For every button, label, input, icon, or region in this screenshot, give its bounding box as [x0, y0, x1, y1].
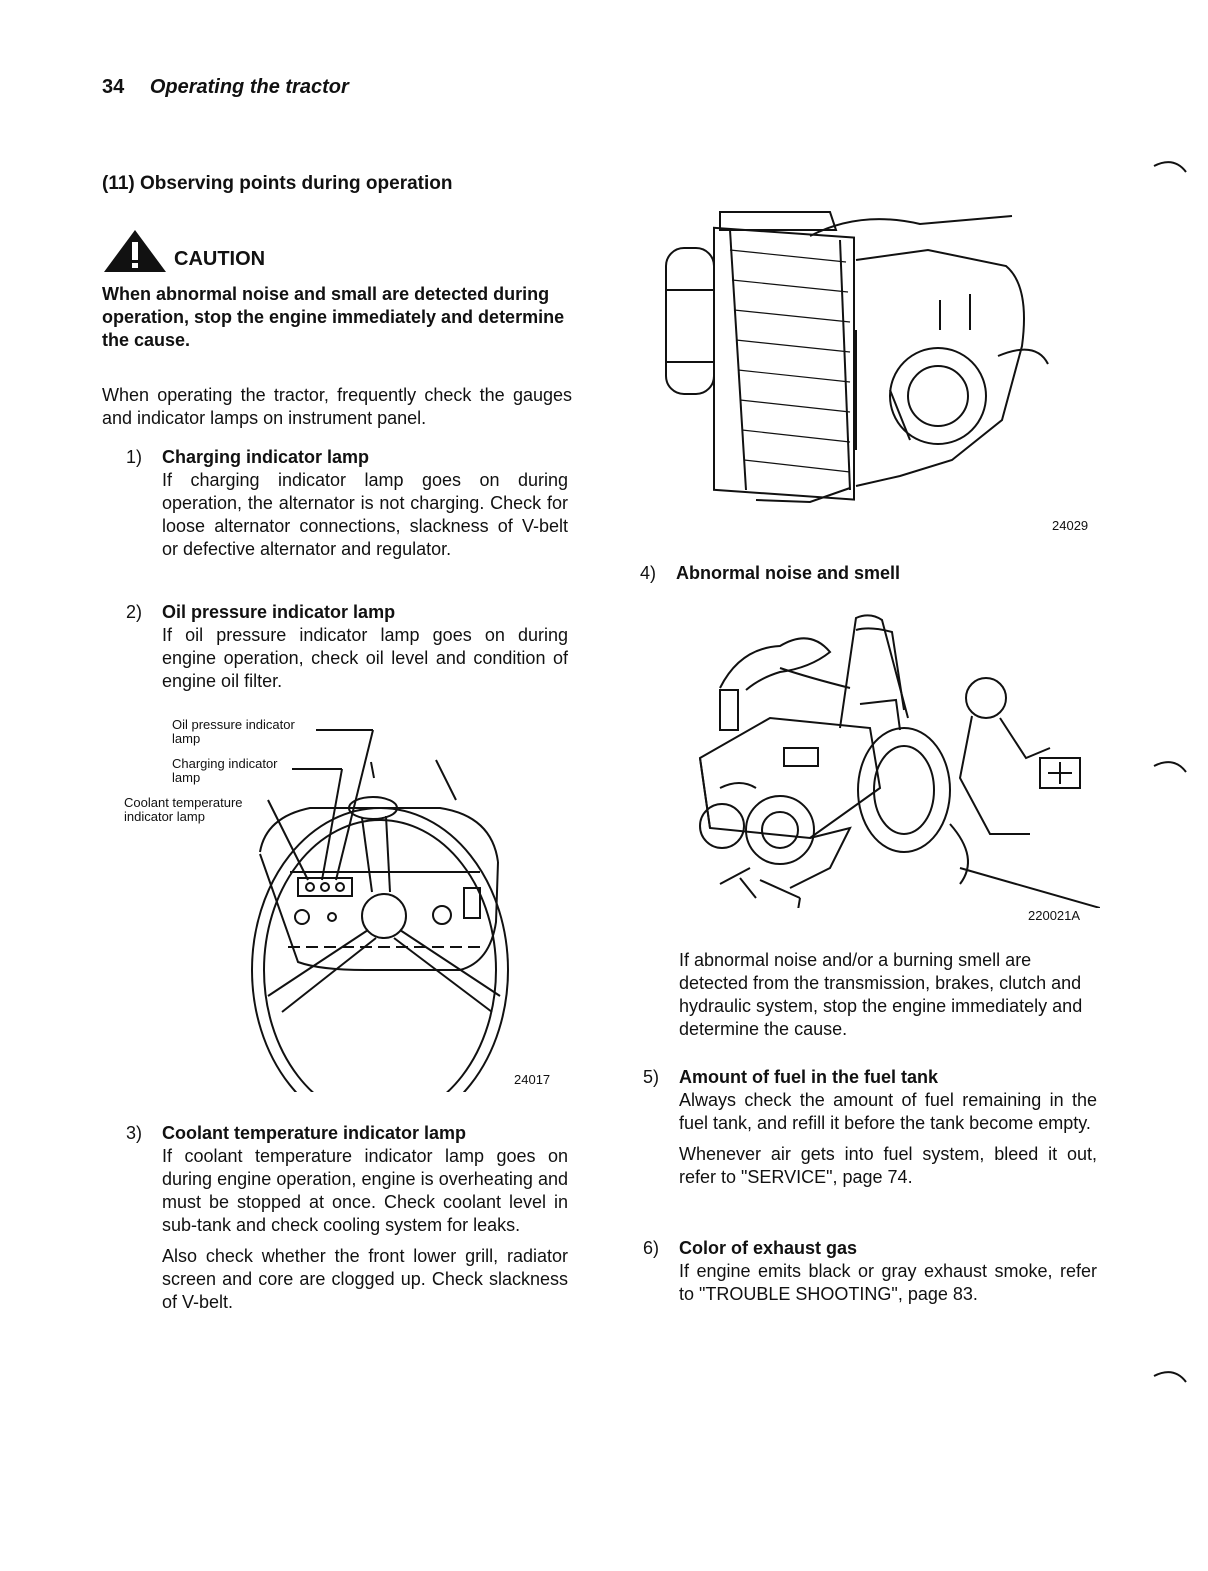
binder-mark — [1150, 750, 1190, 790]
item-heading: Coolant temperature indicator lamp — [162, 1123, 467, 1143]
warning-triangle-icon — [102, 228, 168, 274]
figure-number: 24029 — [1052, 518, 1089, 533]
figure-tractor — [660, 608, 1100, 926]
binder-mark — [1150, 1360, 1190, 1400]
item-body: If engine emits black or gray exhaust smoke, refer to "TROUBLE SHOOTING", page 83. — [679, 1261, 1097, 1304]
item-body-noise-smell: If abnormal noise and/or a burning smell are detected from the transmission, brakes, clutch and hydraulic system, stop the engine immediately and determine the cause. — [679, 950, 1083, 1039]
caution-text: When abnormal noise and small are detected during operation, stop the engine immediately and determine the cause. — [102, 284, 565, 350]
page-number: 34 — [102, 76, 125, 98]
item-heading: Oil pressure indicator lamp — [162, 602, 396, 622]
item-heading: Abnormal noise and smell — [676, 563, 901, 583]
callout-oil-pressure: Oil pressure indicator lamp — [172, 717, 295, 746]
item-body: If charging indicator lamp goes on during operation, the alternator is not charging. Check for loose alternator connections, slackness of V-belt or defective alternator and regulator. — [162, 470, 568, 559]
caution-block — [102, 228, 265, 274]
figure-number: 24017 — [514, 1072, 551, 1087]
section-title: (11) Observing points during operation — [102, 173, 453, 194]
item-heading: Color of exhaust gas — [679, 1238, 858, 1258]
tractor-illustration — [660, 608, 1100, 908]
binder-mark — [1150, 150, 1190, 190]
callout-coolant: Coolant temperature indicator lamp — [124, 795, 243, 824]
chapter-title: Operating the tractor — [149, 76, 349, 98]
item-body-continued: Also check whether the front lower grill, radiator screen and core are clogged up. Check slackness of V-belt. — [162, 1246, 568, 1312]
callout-charging: Charging indicator lamp — [172, 756, 278, 785]
caution-label: CAUTION — [174, 247, 266, 270]
figure-radiator — [660, 190, 1100, 540]
item-number: 6) — [643, 1238, 660, 1258]
item-heading: Amount of fuel in the fuel tank — [679, 1067, 938, 1087]
item-number: 5) — [643, 1067, 660, 1087]
item-body: Always check the amount of fuel remaining in the fuel tank, and refill it before the tank become empty. — [679, 1090, 1097, 1133]
radiator-illustration — [660, 190, 1100, 510]
item-number: 1) — [126, 447, 143, 467]
figure-instrument-panel — [120, 712, 570, 1092]
item-number: 4) — [640, 563, 657, 583]
steering-wheel-illustration — [120, 712, 570, 1092]
item-body: If coolant temperature indicator lamp goes on during engine operation, engine is overheating and must be stopped at once. Check coolant level in sub-tank and check cooling system for leaks. — [162, 1146, 568, 1235]
item-heading: Charging indicator lamp — [162, 447, 370, 467]
intro-paragraph: When operating the tractor, frequently check the gauges and indicator lamps on instrument panel. — [102, 385, 572, 428]
item-number: 2) — [126, 602, 143, 622]
item-body-continued: Whenever air gets into fuel system, bleed it out, refer to "SERVICE", page 74. — [679, 1144, 1097, 1187]
item-number: 3) — [126, 1123, 143, 1143]
page-header — [102, 76, 349, 99]
figure-number: 220021A — [1028, 908, 1081, 923]
item-body: If oil pressure indicator lamp goes on during engine operation, check oil level and condition of engine oil filter. — [162, 625, 568, 691]
